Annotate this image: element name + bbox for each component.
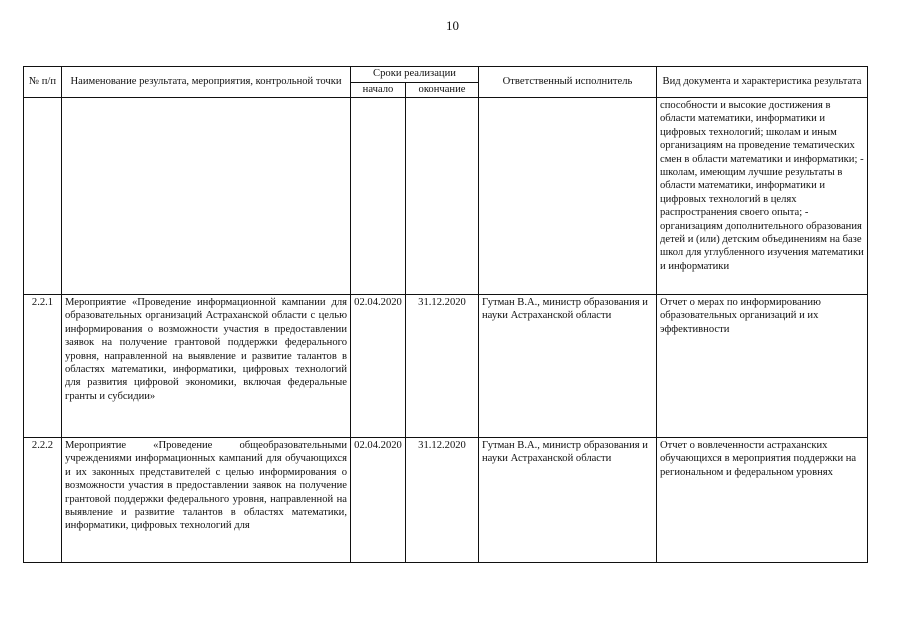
cell-end: 31.12.2020: [406, 438, 479, 563]
header-name: Наименование результата, мероприятия, контрольной точки: [62, 67, 351, 98]
header-start: начало: [351, 82, 406, 98]
header-dates: Сроки реализации: [351, 67, 479, 83]
header-responsible: Ответственный исполнитель: [479, 67, 657, 98]
cell-end: [406, 98, 479, 295]
cell-num: [24, 98, 62, 295]
cell-document: способности и высокие достижения в области математики, информатики и цифровых технологий; школам и иным организациям на проведение тематических смен в области математики и информатики; - школам, имеющим лучшие результаты в области математики, информатики и цифровых технологий в целях распространения своего опыта; - организациям дополнительного образования детей и (или) детским объединениям на базе школ для углубленного изучения математики и информатики: [657, 98, 868, 295]
table-row: [24, 438, 868, 563]
plan-table: [23, 66, 868, 563]
header-document: Вид документа и характеристика результата: [657, 67, 868, 98]
cell-num: 2.2.1: [24, 295, 62, 438]
page-number: 10: [446, 18, 459, 33]
cell-start: [351, 98, 406, 295]
table-header: [24, 67, 868, 98]
cell-responsible: [479, 98, 657, 295]
cell-end: 31.12.2020: [406, 295, 479, 438]
cell-document: Отчет о вовлеченности астраханских обучающихся в мероприятия поддержки на региональном и федеральном уровнях: [657, 438, 868, 563]
cell-start: 02.04.2020: [351, 295, 406, 438]
header-num: № п/п: [24, 67, 62, 98]
cell-name: Мероприятие «Проведение общеобразовательными учреждениями информационных кампаний для обучающихся и их законных представителей с целью информирования о возможности участия в предоставлении заявок на получение грантовой поддержки федерального уровня, направленной на выявление и развитие талантов в областях математики, информатики, цифровых технологий для: [62, 438, 351, 563]
table-row: [24, 295, 868, 438]
cell-responsible: Гутман В.А., министр образования и науки Астраханской области: [479, 295, 657, 438]
header-end: окончание: [406, 82, 479, 98]
cell-document: Отчет о мерах по информированию образовательных организаций и их эффективности: [657, 295, 868, 438]
table-row: [24, 98, 868, 295]
cell-responsible: Гутман В.А., министр образования и науки Астраханской области: [479, 438, 657, 563]
cell-start: 02.04.2020: [351, 438, 406, 563]
cell-num: 2.2.2: [24, 438, 62, 563]
cell-name: [62, 98, 351, 295]
cell-name: Мероприятие «Проведение информационной кампании для образовательных организаций Астраханской области с целью информирования о возможности участия в предоставлении заявок на получение грантовой поддержки федерального уровня, направленной на выявление и развитие талантов в областях математики, информатики, цифровых технологий для развития цифровой экономики, включая федеральные гранты и субсидии»: [62, 295, 351, 438]
